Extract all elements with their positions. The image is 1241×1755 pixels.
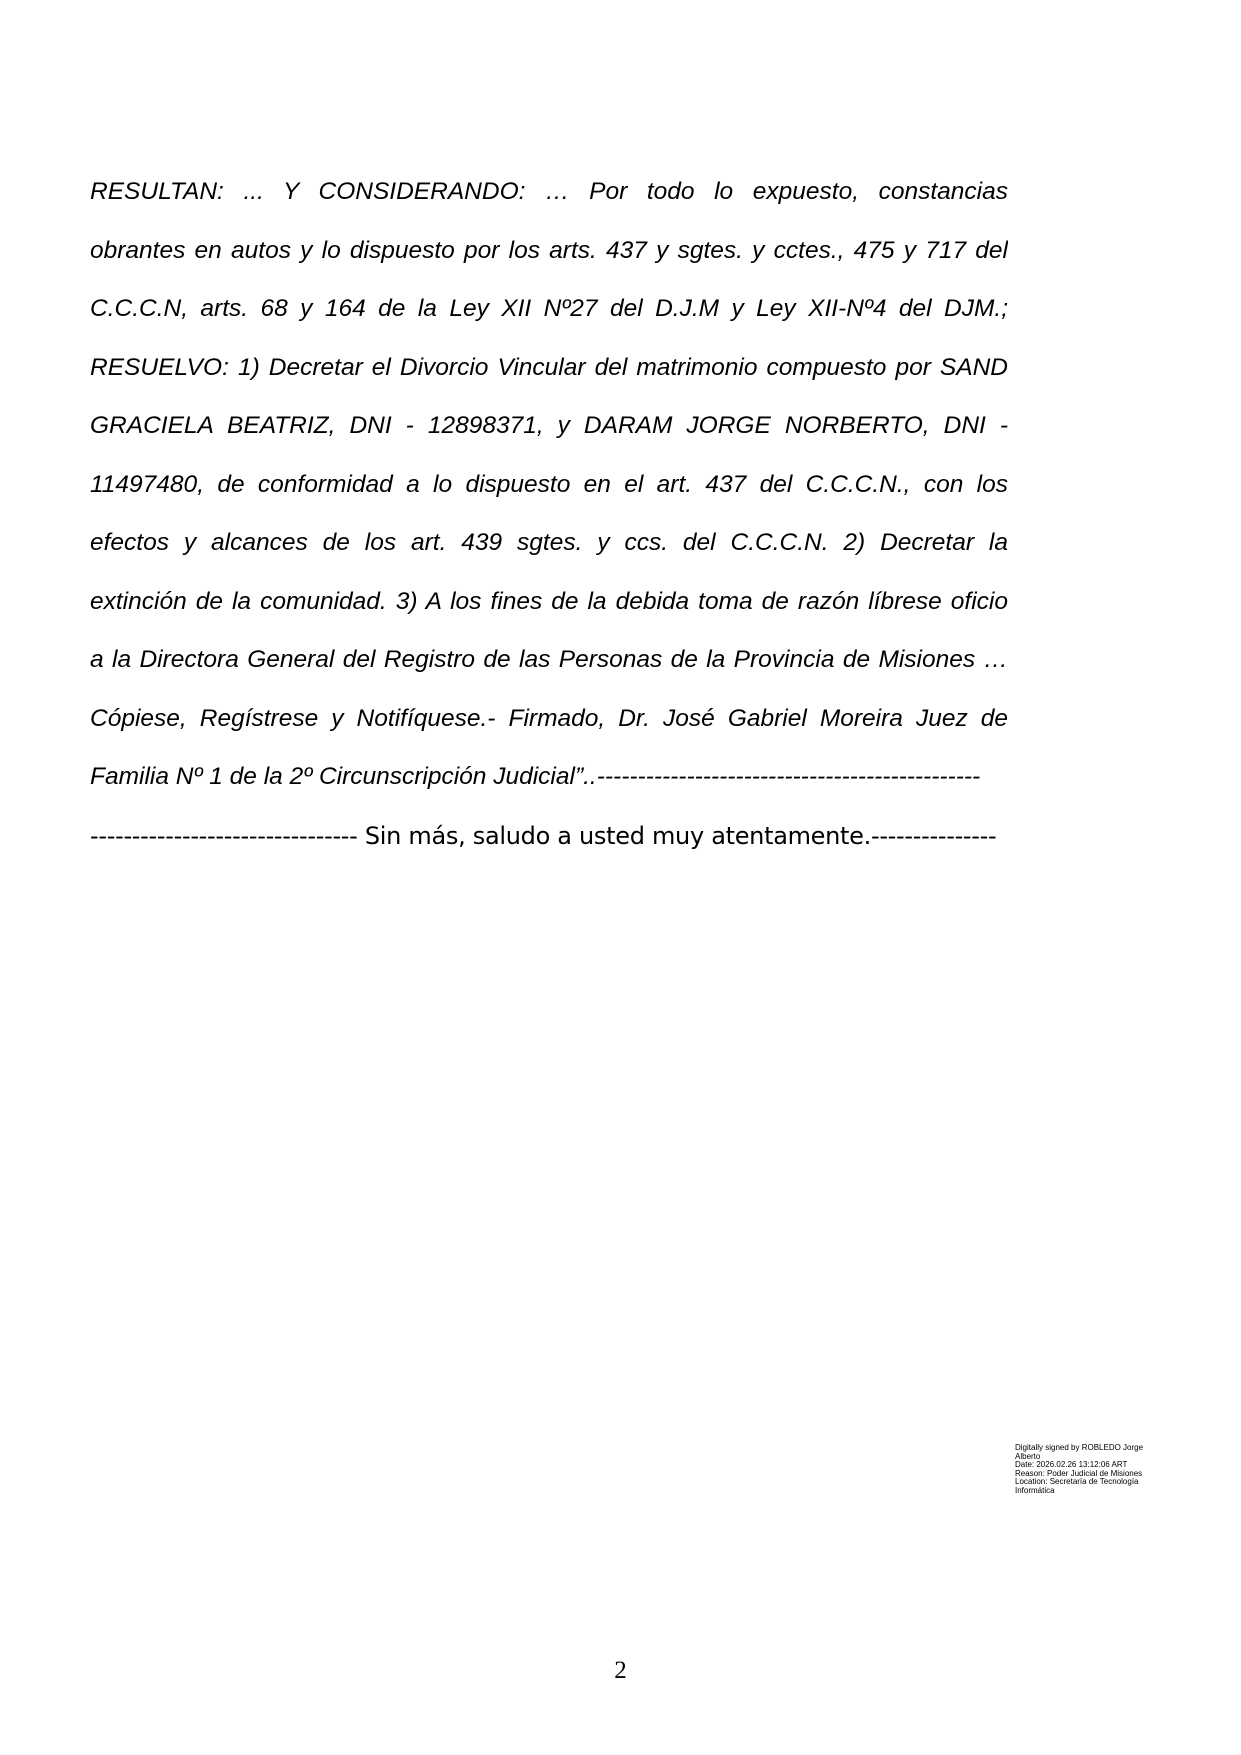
text-line: 11497480, de conformidad a lo dispuesto en el art. 437 del C.C.C.N., con los	[90, 470, 1008, 498]
signature-line: Digitally signed by ROBLEDO Jorge	[1015, 1443, 1144, 1452]
text-line: Cópiese, Regístrese y Notifíquese.- Firmado, Dr. José Gabriel Moreira Juez de	[90, 704, 1008, 732]
text-line: Familia Nº 1 de la 2º Circunscripción Judicial”..-----------------------------------------------	[90, 763, 981, 790]
text-line: efectos y alcances de los art. 439 sgtes. y ccs. del C.C.C.N. 2) Decretar la	[90, 529, 1008, 556]
signature-line: Reason: Poder Judicial de Misiones	[1015, 1468, 1143, 1478]
page-number: 2	[614, 1657, 627, 1684]
text-line: RESULTAN: ... Y CONSIDERANDO: … Por todo lo expuesto, constancias	[90, 178, 1008, 205]
text-line: RESUELVO: 1) Decretar el Divorcio Vincular del matrimonio compuesto por SAND	[90, 353, 1008, 381]
text-line: C.C.C.N, arts. 68 y 164 de la Ley XII Nº27 del D.J.M y Ley XII-Nº4 del DJM.;	[90, 295, 1008, 322]
text-line: GRACIELA BEATRIZ, DNI - 12898371, y DARAM JORGE NORBERTO, DNI -	[90, 412, 1008, 439]
signature-line: Informática	[1015, 1485, 1055, 1495]
signature-line: Date: 2026.02.26 13:12:06 ART	[1015, 1460, 1128, 1469]
closing-line: -------------------------------- Sin más, saludo a usted muy atentamente.---------------	[90, 821, 997, 850]
resolution-text	[90, 163, 1008, 865]
signature-line: Location: Secretaría de Tecnología	[1015, 1477, 1139, 1486]
text-line: obrantes en autos y lo dispuesto por los arts. 437 y sgtes. y cctes., 475 y 717 del	[90, 236, 1008, 264]
signature-line: Alberto	[1015, 1451, 1041, 1461]
digital-signature-stamp	[1015, 1444, 1155, 1495]
text-line: a la Directora General del Registro de las Personas de la Provincia de Misiones …	[90, 646, 1008, 673]
text-line: extinción de la comunidad. 3) A los fines de la debida toma de razón líbrese oficio	[90, 587, 1008, 615]
